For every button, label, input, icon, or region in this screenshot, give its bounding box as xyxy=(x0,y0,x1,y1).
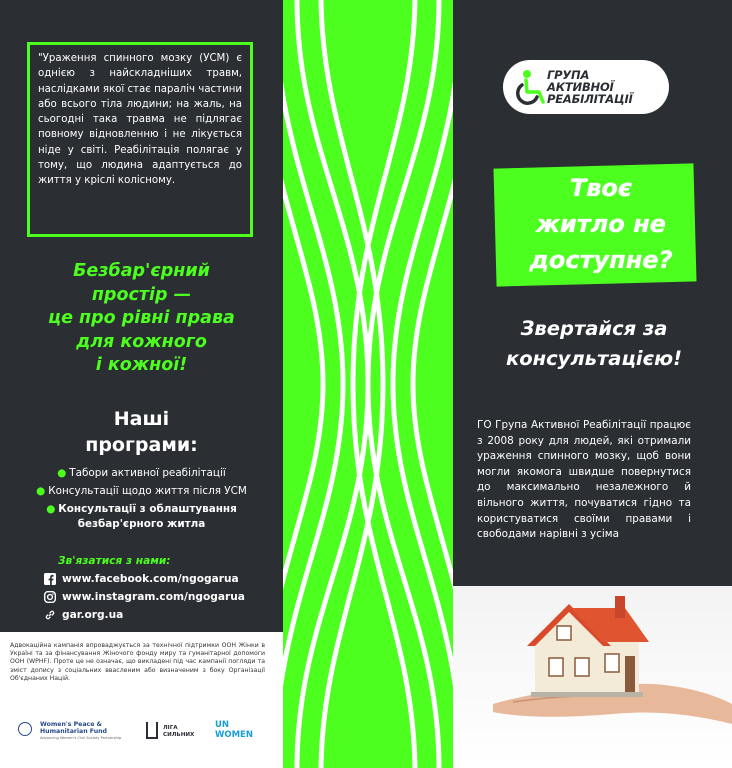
disclaimer-text: Адвокаційна кампанія впроваджується за технічної підтримки ООН Жінки в Україні та за фінансування Жіночого фонду миру та гуманітарної допомоги ООН (WPHF). Проте це не означає, що викладені під час кампанії погляди та зміст допису з соціальних ввасленим або визначеним з боку Організації Об'єднаних Націй. xyxy=(10,642,265,682)
headline-line: житло не xyxy=(536,210,666,238)
website-url: gar.org.ua xyxy=(62,609,124,621)
brand-line: ГРУПА xyxy=(547,68,590,82)
partner-logos xyxy=(18,720,268,746)
cta-line: Звертайся за xyxy=(520,317,668,340)
brand-line: РЕАБІЛІТАЦІЇ xyxy=(547,92,633,106)
list-item xyxy=(10,466,273,481)
slogan-line: простір — xyxy=(91,284,192,305)
brand-line: АКТИВНОЇ xyxy=(547,80,614,94)
wphf-line: Women's Peace & xyxy=(40,721,102,728)
right-panel xyxy=(453,0,732,586)
programs-title-line: Наші xyxy=(113,408,170,430)
liga-logo xyxy=(146,720,206,746)
programs-list xyxy=(10,466,273,535)
contact-list xyxy=(44,570,245,624)
programs-title xyxy=(10,406,273,458)
house-illustration xyxy=(453,586,732,768)
cta-line: консультацією! xyxy=(506,347,682,370)
wheelchair-icon xyxy=(513,68,549,106)
contact-title: Зв'язатися з нами: xyxy=(58,555,171,567)
quote-box xyxy=(27,42,253,237)
facebook-link[interactable] xyxy=(44,570,245,588)
bullet-icon: ● xyxy=(46,503,56,515)
instagram-icon xyxy=(44,591,56,603)
wphf-logo xyxy=(18,720,130,746)
program-label: Консультації щодо життя після УСМ xyxy=(48,485,247,497)
liga-mark-icon xyxy=(146,722,158,739)
liga-line: СИЛЬНИХ xyxy=(163,731,195,738)
program-label: Табори активної реабілітації xyxy=(69,467,226,479)
slogan-line: і кожної! xyxy=(95,355,188,375)
unw-line: UN xyxy=(215,720,230,730)
headline-line: доступне? xyxy=(529,246,673,274)
wphf-logo-text xyxy=(40,721,130,735)
liga-line: ЛІГА xyxy=(163,725,178,731)
brand-name xyxy=(547,69,633,105)
programs-title-line: програми: xyxy=(85,434,198,456)
left-panel xyxy=(0,0,283,632)
about-text: ГО Група Активної Реабілітації працює з 2008 року для людей, які отримали ураження спинного мозку, щоб вони могли якомога швидше повернутися до максимально незалежного й вільного життя, почуватися гідно та користуватися своїми правами і свободами нарівні з усіма xyxy=(477,419,691,541)
slogan-line: Безбар'єрний xyxy=(73,261,210,281)
call-to-action xyxy=(463,314,725,374)
facebook-icon xyxy=(44,573,56,585)
house-in-hand-photo xyxy=(453,586,732,768)
bullet-icon: ● xyxy=(36,485,46,497)
wphf-tagline: Advancing Women's Civil Society Partnership xyxy=(40,736,122,740)
slogan xyxy=(10,260,273,378)
liga-logo-text xyxy=(163,725,194,738)
link-icon xyxy=(44,609,56,621)
slogan-line: це про рівні права xyxy=(48,308,235,328)
curves-pattern xyxy=(283,0,453,768)
headline-line: Твоє xyxy=(569,174,633,202)
website-link[interactable] xyxy=(44,606,245,624)
slogan-line: для кожного xyxy=(76,331,207,352)
unw-line: WOMEN xyxy=(215,730,253,740)
list-item xyxy=(10,502,273,532)
quote-text: "Ураження спинного мозку (УСМ) є однією з найскладніших травм, наслідками якої стає параліч частини або всього тіла людини; на жаль, на сьогодні така травма не підлягає повному відновленню і не лікується ніде у світі. Реабілітація полягає у тому, що людина адаптується до життя у кріслі колісному. xyxy=(38,53,242,187)
center-pattern-stripe xyxy=(283,0,453,768)
un-women-logo xyxy=(215,720,265,746)
facebook-url: www.facebook.com/ngogarua xyxy=(62,573,239,585)
bullet-icon: ● xyxy=(57,467,67,479)
brand-logo xyxy=(503,60,669,114)
list-item xyxy=(10,484,273,499)
footer-disclaimer xyxy=(0,632,283,768)
instagram-url: www.instagram.com/ngogarua xyxy=(62,591,245,603)
instagram-link[interactable] xyxy=(44,588,245,606)
program-label: Консультації з облаштування безбар'єрного житла xyxy=(58,503,237,530)
wphf-line: Humanitarian Fund xyxy=(40,728,107,735)
un-globe-icon xyxy=(18,722,32,736)
headline xyxy=(495,170,707,278)
